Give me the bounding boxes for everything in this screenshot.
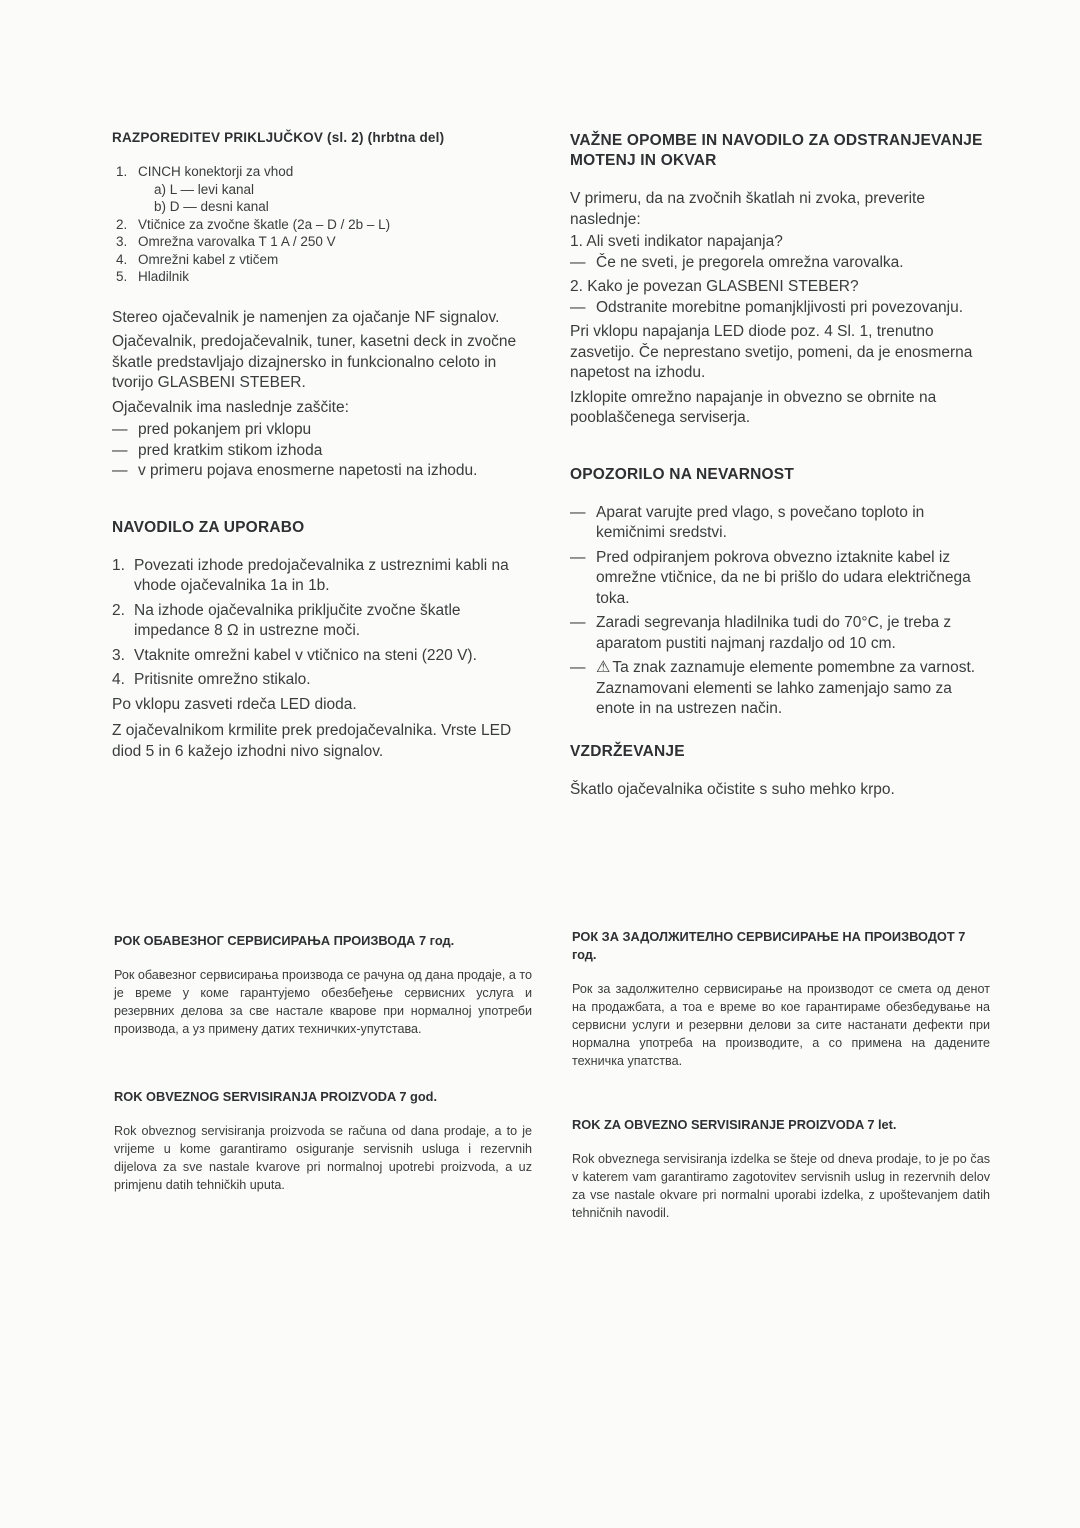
usage-step — [112, 556, 530, 597]
service-hr-text: Rok obveznog servisiranja proizvoda se računa od dana prodaje, a to je vrijeme u kome garantiramo osiguranje servisnih usluga i rezervnih dijelova za sve nastale kvarove pri normalnoj upotrebi proizvoda, a uz primjenu datih tehničkih uputa. — [114, 1124, 532, 1192]
troubleshoot-a2-text: Odstranite morebitne pomanjkljivosti pri povezovanju. — [596, 298, 964, 316]
connector-item — [116, 268, 530, 286]
danger-item-text: Pred odpiranjem pokrova obvezno iztaknite kabel iz omrežne vtičnice, da ne bi prišlo do udara električnega toka. — [596, 548, 971, 607]
dash-bullet: — — [570, 503, 586, 521]
connector-item-number: 1. — [116, 164, 128, 179]
connector-item-text: a) L — levi kanal — [154, 181, 255, 197]
connector-item-text: CINCH konektorji za vhod — [138, 164, 294, 179]
troubleshoot-title: VAŽNE OPOMBE IN NAVODILO ZA ODSTRANJEVANJE MOTENJ IN OKVAR — [570, 132, 983, 169]
troubleshoot-p2: Pri vklopu napajanja LED diode poz. 4 Sl. 1, trenutno zasvetijo. Če neprestano svetijo, pomeni, da je enosmerna napetost na izhodu. — [570, 323, 973, 381]
usage-step-text: Pritisnite omrežno stikalo. — [134, 671, 311, 688]
connector-item-text: Omrežni kabel z vtičem — [138, 251, 279, 267]
protections-list — [112, 420, 530, 482]
danger-list — [570, 503, 988, 655]
protection-item — [112, 461, 530, 482]
danger-item-text: Zaradi segrevanja hladilnika tudi do 70°C, je treba z aparatom pustiti najmanj razdaljo od 10 cm. — [596, 614, 952, 652]
usage-steps — [112, 556, 530, 691]
usage-final: Z ojačevalnikom krmilite prek predojačevalnika. Vrste LED diod 5 in 6 kažejo izhodni nivo signalov. — [112, 722, 512, 760]
troubleshoot-a1-text: Če ne sveti, je pregorela omrežna varovalka. — [596, 253, 904, 271]
connector-item-text: Omrežna varovalka T 1 A / 250 V — [138, 234, 336, 249]
troubleshoot-p1: V primeru, da na zvočnih škatlah ni zvoka, preverite naslednje: — [570, 190, 925, 228]
protection-item — [112, 441, 530, 462]
danger-item — [570, 613, 988, 654]
usage-step-number: 2. — [112, 601, 125, 619]
danger-warn-text: Ta znak zaznamuje elemente pomembne za varnost. Zaznamovani elementi se lahko zamenjajo samo za enote in na ustrezen način. — [596, 659, 976, 717]
troubleshoot-p3: Izklopite omrežno napajanje in obvezno se obrnite na pooblaščenega serviserja. — [570, 388, 937, 426]
connector-item-number: 4. — [116, 251, 128, 267]
troubleshoot-a1: — Če ne sveti, je pregorela omrežna varovalka. — [570, 253, 988, 274]
dash-bullet: — — [570, 548, 586, 566]
danger-title: OPOZORILO NA NEVARNOST — [570, 465, 794, 483]
connector-item — [116, 216, 530, 234]
danger-item-text: Aparat varujte pred vlago, s povečano toploto in kemičnimi sredstvi. — [596, 503, 925, 541]
warning-triangle-icon: ⚠ — [596, 659, 611, 676]
right-column — [570, 131, 988, 800]
danger-item — [570, 548, 988, 610]
connector-item — [116, 198, 530, 216]
troubleshoot-q2: 2. Kako je povezan GLASBENI STEBER? — [570, 278, 859, 295]
protection-item-text: v primeru pojava enosmerne napetosti na izhodu. — [138, 462, 478, 479]
usage-step — [112, 601, 530, 642]
connector-item-number: 5. — [116, 269, 128, 284]
service-sl-title: ROK ZA OBVEZNO SERVISIRANJE PROIZVODA 7 let. — [572, 1117, 897, 1132]
service-sl — [572, 1116, 990, 1222]
usage-step-number: 4. — [112, 671, 125, 688]
troubleshoot-a2: — Odstranite morebitne pomanjkljivosti pri povezovanju. — [570, 298, 988, 319]
danger-warn-text-wrap — [596, 658, 988, 720]
service-sr-cyr-title: РОК ОБАВЕЗНОГ СЕРВИСИРАЊА ПРОИЗВОДА 7 год. — [114, 933, 455, 948]
connector-item-number — [116, 198, 154, 216]
dash-bullet: — — [112, 441, 128, 459]
service-mk-title: РОК ЗА ЗАДОЛЖИТЕЛНО СЕРВИСИРАЊЕ НА ПРОИЗВОДОТ 7 год. — [572, 929, 966, 962]
usage-step-text: Povezati izhode predojačevalnika z ustreznimi kabli na vhode ojačevalnika 1a in 1b. — [134, 556, 509, 594]
maintenance-text: Škatlo ojačevalnika očistite s suho mehko krpo. — [570, 780, 895, 798]
usage-title: NAVODILO ZA UPORABO — [112, 518, 305, 536]
troubleshoot-q1: 1. Ali sveti indikator napajanja? — [570, 233, 783, 250]
connectors-title: RAZPOREDITEV PRIKLJUČKOV (sl. 2) (hrbtna del) — [112, 130, 445, 145]
left-column — [112, 130, 530, 762]
intro-paragraph-1: Stereo ojačevalnik je namenjen za ojačanje NF signalov. — [112, 308, 500, 326]
protection-item — [112, 420, 530, 441]
danger-item — [570, 503, 988, 544]
dash-bullet: — — [112, 421, 128, 438]
danger-warn-item: — ⚠ Ta znak zaznamuje elemente pomembne za varnost. Zaznamovani elementi se lahko zamenjajo samo za enote in na ustrezen način. — [570, 658, 988, 720]
dash-bullet: — — [570, 614, 586, 631]
service-mk-text: Рок за задолжително сервисирање на производот се смета од денот на продажбата, а тоа е време во кое гарантираме обезбедување на сервисни услуги и резервни делови за сите настанати дефекти при нормална употреба на производите, а со примена на дадените техничка упатства. — [572, 982, 990, 1068]
connector-item-number: 2. — [116, 216, 128, 232]
usage-step-number: 3. — [112, 646, 125, 664]
usage-after: Po vklopu zasveti rdeča LED dioda. — [112, 695, 357, 713]
service-sl-text: Rok obveznega servisiranja izdelka se šteje od dneva prodaje, to je po čas v katerem vam garantiramo zagotovitev servisnih uslug in rezervnih delov za vse nastale okvare pri normalni uporabi izdelka, z upoštevanjem datih tehničnih navodil. — [572, 1152, 990, 1220]
usage-step — [112, 646, 530, 667]
service-sr-cyr — [114, 932, 532, 1038]
service-hr — [114, 1088, 532, 1194]
dash-bullet: — — [112, 462, 128, 479]
usage-step-text: Vtaknite omrežni kabel v vtičnico na steni (220 V). — [134, 646, 477, 664]
protection-item-text: pred kratkim stikom izhoda — [138, 441, 323, 459]
intro-paragraph-2: Ojačevalnik, predojačevalnik, tuner, kasetni deck in zvočne škatle predstavljajo dizajnersko in funkcionalno celoto in tvorijo GLASBENI STEBER. — [112, 333, 517, 391]
connector-item — [116, 233, 530, 251]
intro-paragraph-3: Ojačevalnik ima naslednje zaščite: — [112, 398, 349, 416]
connector-item-text: b) D — desni kanal — [154, 199, 269, 214]
connector-item — [116, 251, 530, 269]
maintenance-title: VZDRŽEVANJE — [570, 742, 685, 760]
service-hr-title: ROK OBVEZNOG SERVISIRANJA PROIZVODA 7 god. — [114, 1089, 438, 1104]
usage-step — [112, 670, 530, 691]
connector-item-number: 3. — [116, 234, 128, 249]
connector-item — [116, 163, 530, 181]
service-sr-cyr-text: Рок обавезног сервисирања производа се рачуна од дана продаје, а то је време у коме гарантујемо обезбеђење сервисних услуга и резервних делова за све настале кварове при нормалној употреби производа, а уз примену датих техничких-упутстава. — [114, 968, 532, 1036]
connector-item-text: Hladilnik — [138, 269, 190, 284]
connector-item — [116, 181, 530, 199]
usage-step-number: 1. — [112, 556, 125, 574]
connectors-list — [112, 163, 530, 286]
connector-item-text: Vtičnice za zvočne škatle (2a – D / 2b – L) — [138, 216, 391, 232]
service-mk — [572, 928, 990, 1070]
usage-step-text: Na izhode ojačevalnika priključite zvočne škatle impedance 8 Ω in ustrezne moči. — [134, 601, 461, 639]
connector-item-number — [116, 181, 154, 199]
protection-item-text: pred pokanjem pri vklopu — [138, 421, 312, 438]
